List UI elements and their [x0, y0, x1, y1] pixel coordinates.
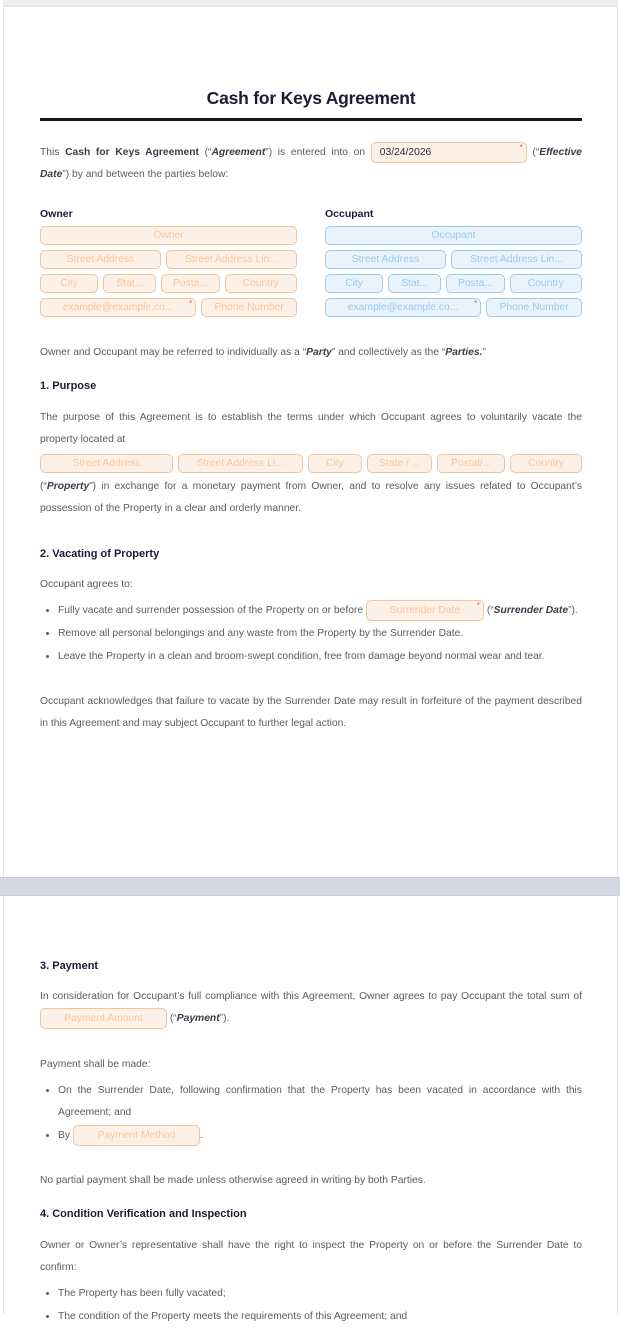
intro-text-before: This — [40, 147, 66, 159]
occupant-country-input[interactable]: Country — [510, 274, 582, 293]
condition-heading: 4. Condition Verification and Inspection — [40, 1208, 247, 1220]
payment-method-field[interactable]: Payment Method — [73, 1125, 200, 1146]
vacating-heading: 2. Vacating of Property — [40, 548, 160, 560]
payment-bullet-2-after: . — [199, 1130, 203, 1142]
payment-after-close: ”). — [219, 1013, 230, 1025]
surrender-date-field[interactable] — [366, 600, 484, 621]
surrender-date-required-marker: * — [476, 600, 480, 610]
intro-paragraph — [40, 142, 582, 186]
list-item — [58, 1124, 582, 1147]
owner-country-input[interactable]: Country — [225, 274, 297, 293]
parties-note-part1: Owner and Occupant may be referred to individually as a “ — [40, 347, 307, 358]
effective-date-term: Effective Date — [40, 147, 582, 181]
list-item: • The Property has been fully vacated; — [58, 1282, 582, 1305]
payment-bullet-2-before: By — [58, 1130, 71, 1142]
intro-open-quote: (“ — [198, 147, 212, 159]
title-divider — [40, 118, 582, 121]
payment-closing-paragraph: No partial payment shall be made unless otherwise agreed in writing by both Parties. — [40, 1175, 426, 1187]
surrender-date-placeholder: Surrender Date — [389, 604, 461, 616]
vacating-lead-in: Occupant agrees to: — [40, 579, 133, 590]
parties-note-part3: ” — [482, 347, 486, 358]
occupant-phone-input[interactable]: Phone Number — [486, 298, 582, 317]
vacating-bullet-1-before: Fully vacate and surrender possession of the Property on or before — [58, 605, 364, 616]
vacating-closing-paragraph: Occupant acknowledges that failure to vacate by the Surrender Date may result in forfeiture of the payment described in this Agreement and may subject Occupant to further legal action. — [40, 696, 582, 729]
purpose-after-open: (“ — [40, 481, 47, 492]
page-title: Cash for Keys Agreement — [206, 88, 416, 108]
intro-after-date-open: (“ — [526, 147, 540, 159]
occupant-city-input[interactable]: City — [325, 274, 383, 293]
payment-bullet-list — [40, 1079, 582, 1147]
payment-lead-in: Payment shall be made: — [40, 1059, 151, 1071]
occupant-street-address-input[interactable]: Street Address — [325, 250, 446, 269]
owner-party-block — [40, 208, 297, 322]
payment-term: Payment — [176, 1013, 220, 1025]
property-country-input[interactable]: Country — [510, 454, 582, 473]
vacating-bullet-list — [40, 599, 582, 668]
occupant-email-placeholder: example@example.co... — [347, 302, 459, 313]
purpose-paragraph-1: The purpose of this Agreement is to establish the terms under which Occupant agrees to voluntarily vacate the property located at — [40, 412, 582, 445]
agreement-name-bold: Cash for Keys Agreement — [65, 147, 199, 159]
occupant-email-required-marker: * — [474, 299, 478, 308]
list-item — [58, 599, 582, 622]
page-break-gutter — [0, 877, 620, 896]
payment-heading: 3. Payment — [40, 960, 99, 972]
list-item: • The condition of the Property meets the requirements of this Agreement; and — [58, 1305, 582, 1328]
owner-city-input[interactable]: City — [40, 274, 98, 293]
property-address-row — [40, 454, 582, 473]
parties-note — [40, 342, 582, 364]
occupant-name-input[interactable]: Occupant — [325, 226, 582, 245]
owner-email-placeholder: example@example.co... — [62, 302, 174, 313]
payment-after-open: (“ — [167, 1013, 177, 1025]
owner-name-input[interactable]: Owner — [40, 226, 297, 245]
purpose-heading: 1. Purpose — [40, 380, 97, 392]
effective-date-required-marker: * — [519, 143, 523, 152]
owner-email-input[interactable] — [40, 298, 196, 317]
section-payment — [40, 960, 582, 1192]
effective-date-field[interactable] — [371, 142, 527, 163]
payment-paragraph-before: In consideration for Occupant’s full compliance with this Agreement, Owner agrees to pay Occupant the total sum of — [40, 991, 582, 1002]
occupant-postal-input[interactable]: Posta... — [446, 274, 504, 293]
owner-email-required-marker: * — [189, 299, 193, 308]
list-item: • Leave the Property in a clean and broom-swept condition, free from damage beyond normal wear and tear. — [58, 645, 582, 668]
property-postal-input[interactable]: Postal/... — [437, 454, 505, 473]
surrender-date-term: Surrender Date — [493, 605, 569, 616]
condition-paragraph: Owner or Owner’s representative shall have the right to inspect the Property on or before the Surrender Date to confirm: — [40, 1240, 582, 1273]
payment-amount-field[interactable]: Payment Amount — [40, 1008, 167, 1029]
list-item: • On the Surrender Date, following confirmation that the Property has been vacated in accordance with this Agreement; and — [58, 1079, 582, 1124]
intro-after-date-close: ”) by and between the parties below: — [62, 169, 229, 181]
owner-street-address-line2-input[interactable]: Street Address Lin... — [166, 250, 297, 269]
property-state-input[interactable]: State / ... — [367, 454, 432, 473]
document-header — [40, 88, 582, 121]
list-item: • Remove all personal belongings and any waste from the Property by the Surrender Date. — [58, 622, 582, 645]
intro-after-term: ”) is entered into on — [265, 147, 371, 159]
owner-street-address-input[interactable]: Street Address — [40, 250, 161, 269]
purpose-paragraph-2: ”) in exchange for a monetary payment from Owner, and to resolve any issues related to Occupant’s possession of the Property in a clear and orderly manner. — [40, 481, 582, 514]
owner-heading: Owner — [40, 208, 73, 220]
vacating-bullet-1-after-close: ”). — [568, 605, 578, 616]
occupant-heading: Occupant — [325, 208, 374, 220]
party-term: Party — [306, 347, 332, 358]
effective-date-value: 03/24/2026 — [379, 147, 432, 158]
section-condition — [40, 1208, 582, 1328]
parties-section — [40, 208, 582, 322]
parties-note-part2: ” and collectively as the “ — [331, 347, 446, 358]
section-purpose — [40, 380, 582, 520]
condition-bullet-list — [40, 1282, 582, 1328]
property-street-address-input[interactable]: Street Address — [40, 454, 173, 473]
parties-term: Parties. — [445, 347, 483, 358]
owner-phone-input[interactable]: Phone Number — [201, 298, 297, 317]
occupant-party-block — [325, 208, 582, 322]
owner-state-input[interactable]: Stat... — [103, 274, 156, 293]
occupant-email-input[interactable] — [325, 298, 481, 317]
section-vacating — [40, 548, 582, 735]
property-term: Property — [46, 481, 90, 492]
owner-postal-input[interactable]: Posta... — [161, 274, 219, 293]
agreement-term: Agreement — [211, 147, 266, 159]
property-city-input[interactable]: City — [308, 454, 362, 473]
vacating-bullet-1-after-open: (“ — [483, 605, 494, 616]
property-street-address-line2-input[interactable]: Street Address Li... — [178, 454, 303, 473]
occupant-state-input[interactable]: Stat... — [388, 274, 441, 293]
occupant-street-address-line2-input[interactable]: Street Address Lin... — [451, 250, 582, 269]
